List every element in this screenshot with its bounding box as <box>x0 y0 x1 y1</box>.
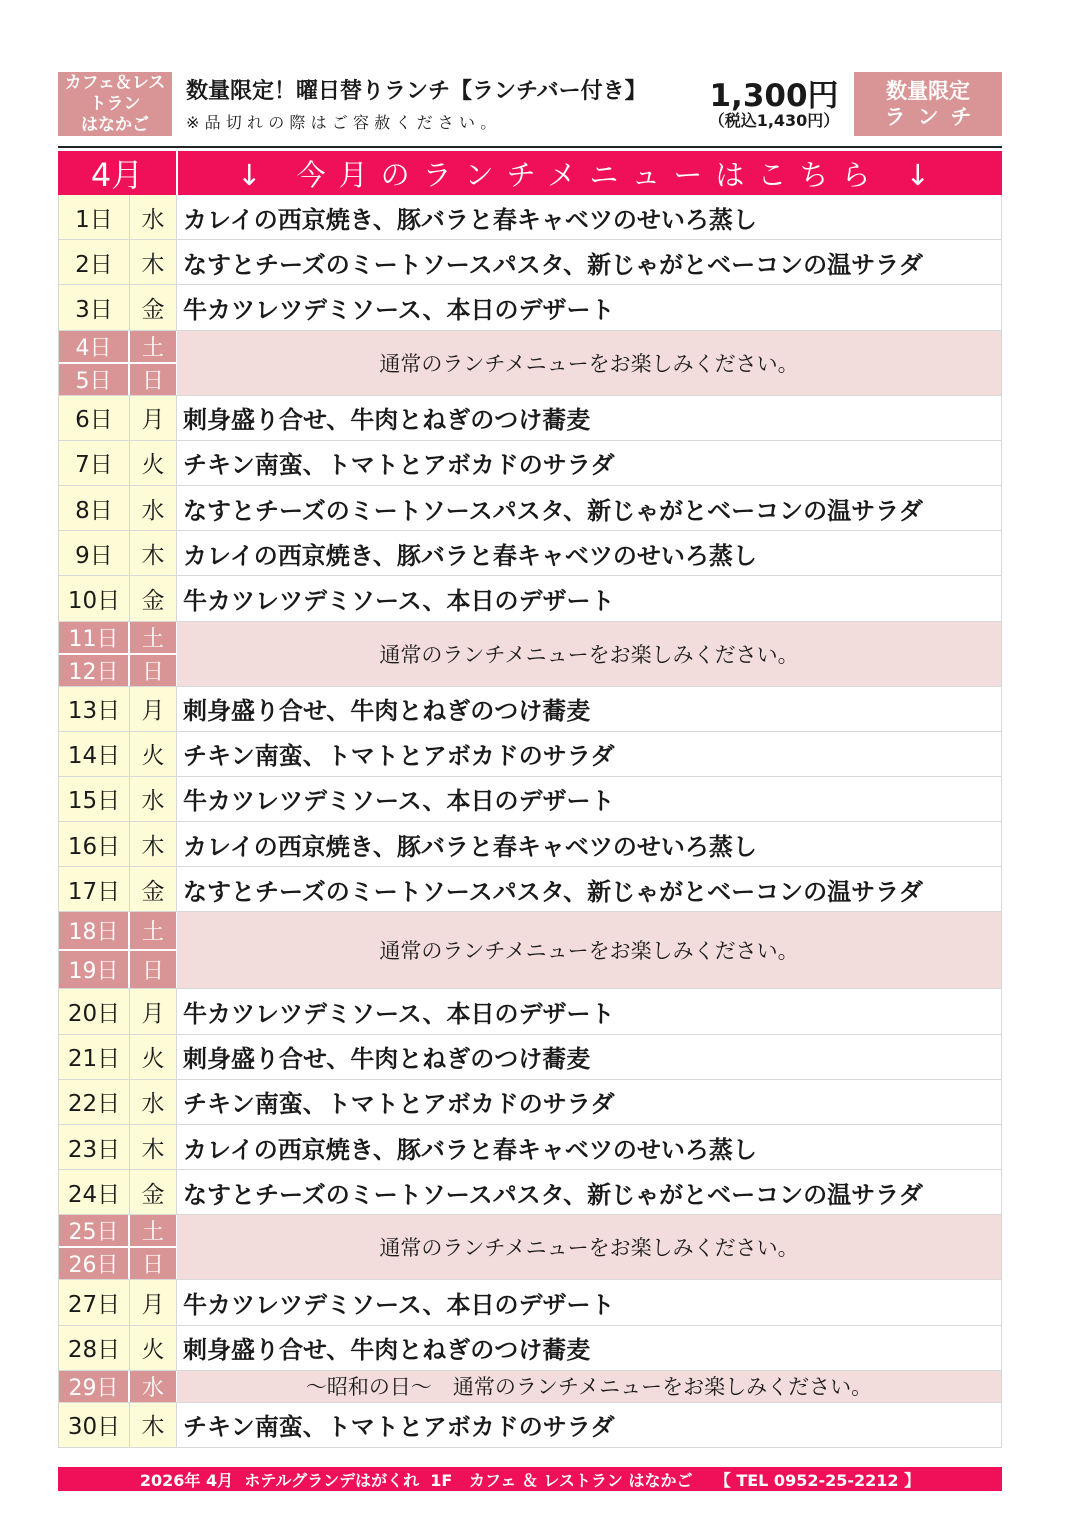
price: 1,300円 <box>709 78 839 114</box>
month-label: 4月 <box>58 151 178 195</box>
weekend-days <box>59 1215 177 1279</box>
table-row <box>58 822 1002 867</box>
header-divider <box>58 146 1002 148</box>
row-date: 18日 <box>59 912 130 949</box>
table-row <box>58 1080 1002 1125</box>
table-row <box>58 195 1002 240</box>
header <box>58 72 1002 138</box>
row-weekday: 水 <box>130 486 177 530</box>
row-date: 27日 <box>59 1280 130 1324</box>
row-date: 23日 <box>59 1125 130 1169</box>
row-date: 30日 <box>59 1403 130 1447</box>
row-date: 22日 <box>59 1080 130 1124</box>
weekend-message: 通常のランチメニューをお楽しみください。 <box>379 642 799 667</box>
row-menu: 刺身盛り合せ、牛肉とねぎのつけ蕎麦 <box>183 1336 591 1365</box>
weekend-day <box>59 653 176 686</box>
row-weekday: 木 <box>130 531 177 575</box>
row-date: 17日 <box>59 867 130 911</box>
weekend-day <box>59 362 176 395</box>
row-menu: なすとチーズのミートソースパスタ、新じゃがとベーコンの温サラダ <box>183 496 923 525</box>
row-menu: 刺身盛り合せ、牛肉とねぎのつけ蕎麦 <box>183 1045 591 1074</box>
row-weekday: 月 <box>130 687 177 731</box>
row-weekday: 火 <box>130 732 177 776</box>
weekend-days <box>59 912 177 988</box>
row-date: 21日 <box>59 1035 130 1079</box>
row-date: 24日 <box>59 1170 130 1214</box>
table-row <box>58 531 1002 576</box>
row-date: 25日 <box>59 1215 130 1246</box>
row-menu: カレイの西京焼き、豚バラと春キャベツのせいろ蒸し <box>183 1135 757 1164</box>
row-menu: なすとチーズのミートソースパスタ、新じゃがとベーコンの温サラダ <box>183 877 923 906</box>
row-menu: なすとチーズのミートソースパスタ、新じゃがとベーコンの温サラダ <box>183 1180 923 1209</box>
row-weekday: 日 <box>141 959 164 985</box>
row-weekday: 土 <box>141 626 164 652</box>
price-with-tax: （税込1,430円） <box>708 111 840 130</box>
row-weekday: 木 <box>130 1403 177 1447</box>
row-date: 20日 <box>59 989 130 1033</box>
limited-badge <box>854 72 1002 136</box>
row-date: 14日 <box>59 732 130 776</box>
weekend-day <box>59 949 176 988</box>
menu-table <box>58 151 1002 1448</box>
row-weekday: 土 <box>141 920 164 946</box>
row-date: 8日 <box>59 486 130 530</box>
row-weekday: 日 <box>141 368 164 394</box>
row-date: 28日 <box>59 1326 130 1370</box>
row-weekday: 木 <box>130 822 177 866</box>
weekend-day <box>59 1246 176 1279</box>
weekend-row <box>58 912 1002 989</box>
row-weekday: 月 <box>130 1280 177 1324</box>
weekend-message: 通常のランチメニューをお楽しみください。 <box>379 939 799 964</box>
table-row <box>58 396 1002 441</box>
table-row <box>58 777 1002 822</box>
row-menu: 牛カツレツデミソース、本日のデザート <box>183 787 615 816</box>
row-menu: チキン南蛮、トマトとアボカドのサラダ <box>183 742 615 771</box>
table-row <box>58 285 1002 330</box>
row-weekday: 水 <box>130 777 177 821</box>
row-date: 2日 <box>59 240 130 284</box>
row-weekday: 水 <box>130 195 177 239</box>
row-date: 11日 <box>59 622 130 653</box>
row-date: 9日 <box>59 531 130 575</box>
table-row <box>58 1170 1002 1215</box>
weekend-days <box>59 331 177 395</box>
row-weekday: 火 <box>130 1035 177 1079</box>
row-menu: 牛カツレツデミソース、本日のデザート <box>183 586 615 615</box>
row-date: 4日 <box>59 331 130 362</box>
row-weekday: 日 <box>141 659 164 685</box>
row-date: 26日 <box>59 1248 130 1279</box>
weekend-day <box>59 912 176 949</box>
row-date: 10日 <box>59 576 130 620</box>
row-menu: チキン南蛮、トマトとアボカドのサラダ <box>183 1090 615 1119</box>
page-title: 数量限定！曜日替りランチ【ランチバー付き】 <box>186 79 647 104</box>
row-menu: 牛カツレツデミソース、本日のデザート <box>183 295 615 324</box>
table-row <box>58 732 1002 777</box>
row-date: 3日 <box>59 285 130 329</box>
row-weekday: 木 <box>130 1125 177 1169</box>
row-weekday: 月 <box>130 396 177 440</box>
table-row <box>58 989 1002 1034</box>
row-date: 13日 <box>59 687 130 731</box>
row-menu: チキン南蛮、トマトとアボカドのサラダ <box>183 1413 615 1442</box>
row-weekday: 木 <box>130 240 177 284</box>
row-weekday: 金 <box>130 285 177 329</box>
row-date: 7日 <box>59 441 130 485</box>
weekend-row <box>58 1215 1002 1280</box>
table-row <box>58 486 1002 531</box>
weekend-day <box>59 331 176 362</box>
weekend-row <box>58 331 1002 396</box>
holiday-message: ～昭和の日～ 通常のランチメニューをお楽しみください。 <box>305 1375 873 1400</box>
row-menu: カレイの西京焼き、豚バラと春キャベツのせいろ蒸し <box>183 205 757 234</box>
row-date: 5日 <box>59 364 130 395</box>
sold-out-note: ※品切れの際はご容赦ください。 <box>186 113 502 132</box>
table-row <box>58 1326 1002 1371</box>
row-menu: 牛カツレツデミソース、本日のデザート <box>183 1290 615 1319</box>
row-menu: 牛カツレツデミソース、本日のデザート <box>183 1000 615 1029</box>
weekend-days <box>59 622 177 686</box>
table-row <box>58 1280 1002 1325</box>
row-menu: なすとチーズのミートソースパスタ、新じゃがとベーコンの温サラダ <box>183 250 923 279</box>
table-row <box>58 1035 1002 1080</box>
badge-line1: 数量限定 <box>886 79 970 103</box>
row-menu: 刺身盛り合せ、牛肉とねぎのつけ蕎麦 <box>183 697 591 726</box>
weekend-message: 通常のランチメニューをお楽しみください。 <box>379 351 799 376</box>
row-date: 16日 <box>59 822 130 866</box>
row-weekday: 土 <box>141 1220 164 1246</box>
row-weekday: 火 <box>130 1326 177 1370</box>
row-menu: チキン南蛮、トマトとアボカドのサラダ <box>183 451 615 480</box>
row-weekday: 金 <box>130 1170 177 1214</box>
badge-line2: ランチ <box>884 105 984 129</box>
row-date: 29日 <box>59 1371 130 1402</box>
holiday-row <box>58 1371 1002 1403</box>
month-banner <box>58 151 1002 195</box>
row-weekday: 水 <box>130 1080 177 1124</box>
table-row <box>58 1125 1002 1170</box>
banner-message: ↓ 今月のランチメニューはこちら ↓ <box>237 157 943 192</box>
row-weekday: 金 <box>130 867 177 911</box>
row-date: 6日 <box>59 396 130 440</box>
row-date: 19日 <box>59 951 130 988</box>
weekend-day <box>59 622 176 653</box>
restaurant-logo <box>58 72 172 136</box>
row-date: 12日 <box>59 655 130 686</box>
table-row <box>58 441 1002 486</box>
row-weekday: 月 <box>130 989 177 1033</box>
table-row <box>58 1403 1002 1448</box>
row-menu: カレイの西京焼き、豚バラと春キャベツのせいろ蒸し <box>183 541 757 570</box>
row-weekday: 水 <box>130 1371 177 1402</box>
footer-bar: 2026年 4月 ホテルグランデはがくれ 1F カフェ ＆ レストラン はなかご 【 TEL 0952-25-2212 】 <box>58 1467 1002 1491</box>
weekend-day <box>59 1215 176 1246</box>
row-menu: 刺身盛り合せ、牛肉とねぎのつけ蕎麦 <box>183 406 591 435</box>
weekend-message: 通常のランチメニューをお楽しみください。 <box>379 1236 799 1261</box>
weekend-row <box>58 622 1002 687</box>
row-date: 15日 <box>59 777 130 821</box>
row-date: 1日 <box>59 195 130 239</box>
row-menu: カレイの西京焼き、豚バラと春キャベツのせいろ蒸し <box>183 832 757 861</box>
row-weekday: 日 <box>141 1253 164 1279</box>
table-row <box>58 576 1002 621</box>
logo-line1: カフェ＆レストラン <box>64 72 166 114</box>
row-weekday: 金 <box>130 576 177 620</box>
table-row <box>58 867 1002 912</box>
logo-line2: はなかご <box>81 114 149 135</box>
table-row <box>58 240 1002 285</box>
row-weekday: 火 <box>130 441 177 485</box>
table-row <box>58 687 1002 732</box>
row-weekday: 土 <box>141 335 164 361</box>
